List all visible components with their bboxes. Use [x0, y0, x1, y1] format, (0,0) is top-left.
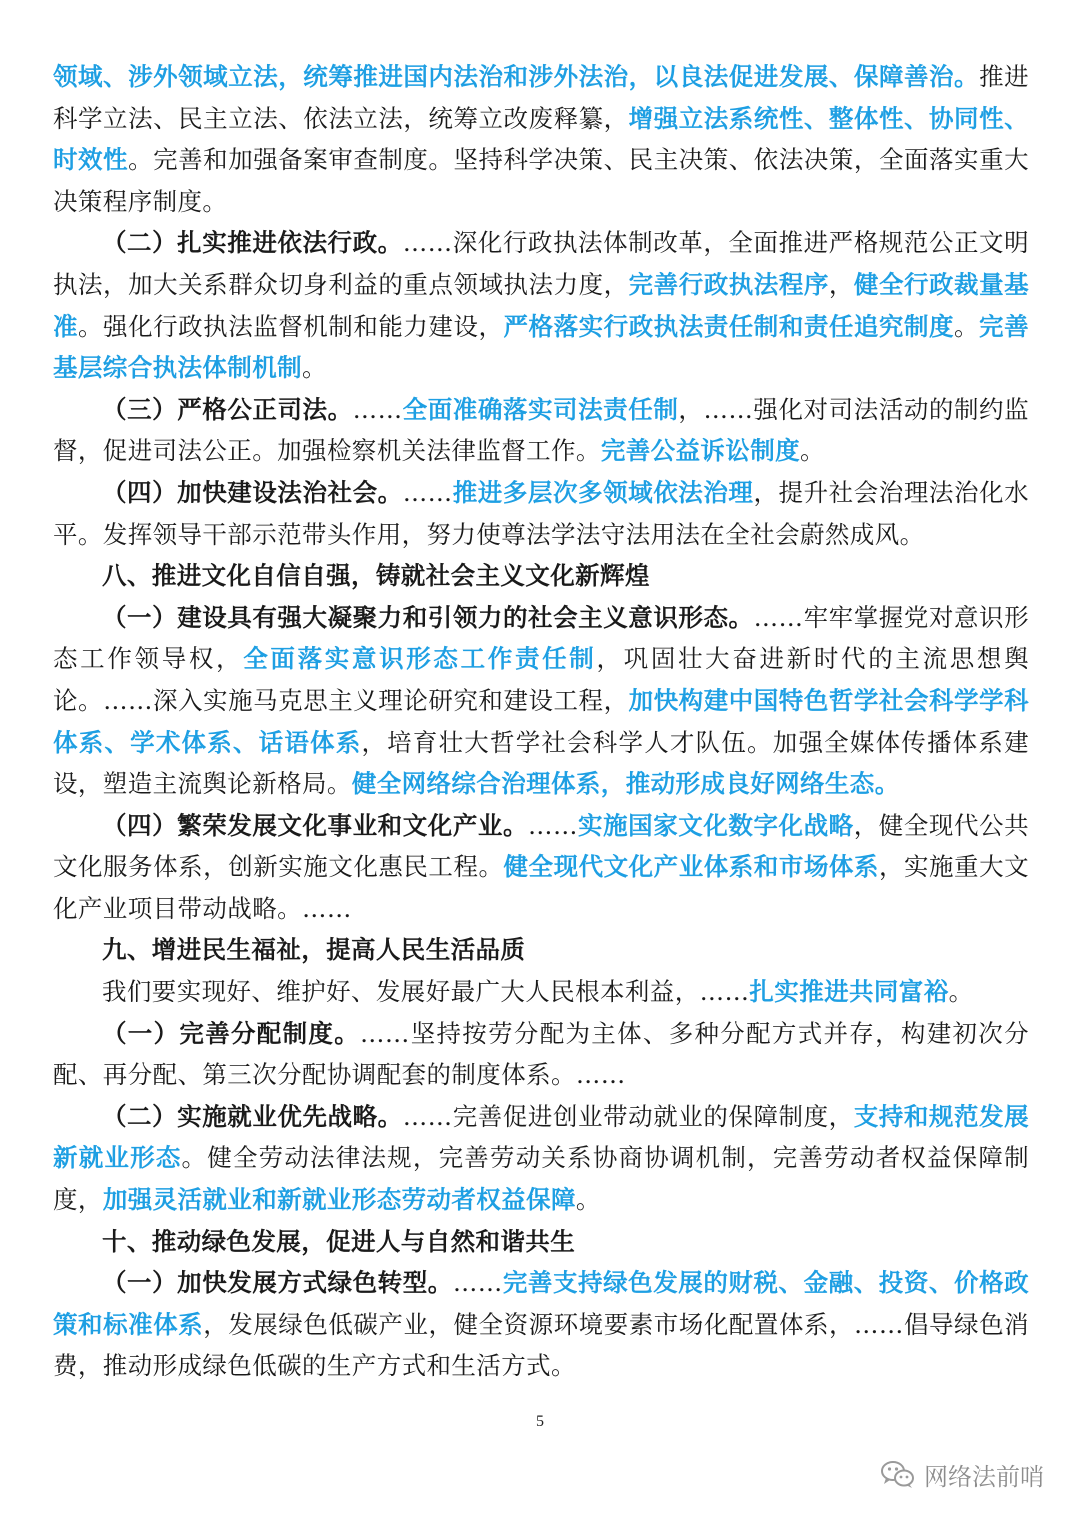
paragraph: [53, 389, 1029, 472]
highlighted-text: 健全网络综合治理体系，推动形成良好网络生态。: [351, 769, 900, 799]
paragraph: [53, 971, 1029, 1013]
bold-heading-text: （四）繁荣发展文化事业和文化产业。: [102, 810, 529, 840]
page-number: 5: [536, 1413, 544, 1430]
highlighted-text: 扎实推进共同富裕: [749, 977, 949, 1007]
body-text: ……: [352, 394, 403, 424]
paragraph: [53, 472, 1029, 555]
wechat-icon: [880, 1459, 916, 1489]
highlighted-text: 完善公益诉讼制度: [600, 436, 801, 466]
body-text: ……: [528, 810, 578, 840]
highlighted-text: 增强立法系统性、整体性、协同性、时效性: [53, 103, 1030, 175]
body-text: ……深化行政执法体制改革，全面推进严格规范公正文明执法，加大关系群众切身利益的重点领域执法力度，: [53, 228, 1029, 299]
body-text: 推进科学立法、民主立法、依法立法，统筹立改废释纂，: [53, 62, 1029, 133]
watermark-text: 网络法前哨: [924, 1462, 1044, 1491]
body-text: ，实施重大文化产业项目带动战略。……: [53, 852, 1029, 923]
bold-heading-text: （二）扎实推进依法行政。: [102, 228, 403, 258]
highlighted-text: 完善行政执法程序: [628, 269, 829, 299]
body-text: 。: [954, 311, 980, 341]
bold-heading-text: 九、增进民生福祉，提高人民生活品质: [102, 935, 526, 965]
paragraph: [53, 1221, 1029, 1263]
paragraph: [53, 222, 1029, 388]
body-text: ……: [452, 1268, 503, 1298]
highlighted-text: 推进多层次多领域依法治理: [452, 477, 754, 507]
highlighted-text: 健全行政裁量基准: [53, 269, 1029, 341]
highlighted-text: 加快构建中国特色哲学社会科学学科体系、学术体系、话语体系: [53, 685, 1029, 757]
body-text: 。: [575, 1185, 601, 1215]
highlighted-text: 支持和规范发展新就业形态: [53, 1101, 1029, 1173]
bold-heading-text: （一）建设具有强大凝聚力和引领力的社会主义意识形态。: [102, 602, 754, 632]
body-text: ……完善促进创业带动就业的保障制度，: [402, 1101, 854, 1131]
highlighted-text: 全面准确落实司法责任制: [402, 394, 679, 424]
highlighted-text: 健全现代文化产业体系和市场体系: [503, 852, 879, 882]
highlighted-text: 加强灵活就业和新就业形态劳动者权益保障: [102, 1185, 576, 1215]
watermark: [880, 1454, 1044, 1494]
bold-heading-text: （二）实施就业优先战略。: [102, 1101, 403, 1131]
highlighted-text: 实施国家文化数字化战略: [577, 810, 854, 840]
bold-heading-text: （一）加快发展方式绿色转型。: [102, 1268, 453, 1298]
body-text: ，巩固壮大奋进新时代的主流思想舆论。……深入实施马克思主义理论研究和建设工程，: [53, 644, 1029, 715]
body-text: ，发展绿色低碳产业，健全资源环境要素市场化配置体系，……倡导绿色消费，推动形成绿色低碳的生产方式和生活方式。: [53, 1309, 1029, 1381]
body-text: 。健全劳动法律法规，完善劳动关系协商协调机制，完善劳动者权益保障制度，: [53, 1143, 1029, 1215]
body-text: ，健全现代公共文化服务体系，创新实施文化惠民工程。: [53, 810, 1029, 882]
bold-heading-text: 八、推进文化自信自强，铸就社会主义文化新辉煌: [102, 561, 650, 591]
body-text: 。强化行政执法监督机制和能力建设，: [78, 311, 504, 341]
paragraph: [53, 56, 1029, 222]
body-text: ，培育壮大哲学社会科学人才队伍。加强全媒体传播体系建设，塑造主流舆论新格局。: [53, 727, 1029, 799]
highlighted-text: 完善基层综合执法体制机制: [53, 311, 1029, 383]
body-text: ，: [828, 269, 854, 299]
paragraph: [53, 929, 1029, 971]
document-body: [53, 56, 1029, 1387]
bold-heading-text: （三）严格公正司法。: [102, 394, 353, 424]
body-text: ……坚持按劳分配为主体、多种分配方式并存，构建初次分配、再分配、第三次分配协调配套的制度体系。……: [53, 1018, 1029, 1090]
paragraph: [53, 1262, 1029, 1387]
bold-heading-text: 十、推动绿色发展，促进人与自然和谐共生: [102, 1226, 576, 1256]
body-text: 。: [948, 977, 974, 1007]
highlighted-text: 严格落实行政执法责任制和责任追究制度: [503, 311, 955, 341]
paragraph: [53, 1013, 1029, 1096]
paragraph: [53, 597, 1029, 805]
paragraph: [53, 555, 1029, 597]
bold-heading-text: （四）加快建设法治社会。: [102, 477, 403, 507]
body-text: 。: [302, 353, 327, 383]
bold-heading-text: （一）完善分配制度。: [102, 1018, 360, 1048]
body-text: ……: [402, 477, 453, 507]
body-text: 。: [800, 436, 825, 466]
paragraph: [53, 805, 1029, 930]
body-text: ……牢牢掌握党对意识形态工作领导权，: [53, 602, 1029, 674]
body-text: ，提升社会治理法治化水平。发挥领导干部示范带头作用，努力使尊法学法守法用法在全社会蔚然成风。: [53, 477, 1029, 549]
body-text: 我们要实现好、维护好、发展好最广大人民根本利益，……: [102, 977, 750, 1007]
highlighted-text: 领域、涉外领域立法，统筹推进国内法治和涉外法治，以良法促进发展、保障善治。: [53, 62, 980, 91]
paragraph: [53, 1096, 1029, 1221]
body-text: 。完善和加强备案审查制度。坚持科学决策、民主决策、依法决策，全面落实重大决策程序制度。: [53, 145, 1029, 216]
highlighted-text: 全面落实意识形态工作责任制: [243, 644, 597, 674]
highlighted-text: 完善支持绿色发展的财税、金融、投资、价格政策和标准体系: [53, 1268, 1029, 1339]
body-text: ，……强化对司法活动的制约监督，促进司法公正。加强检察机关法律监督工作。: [53, 394, 1029, 466]
